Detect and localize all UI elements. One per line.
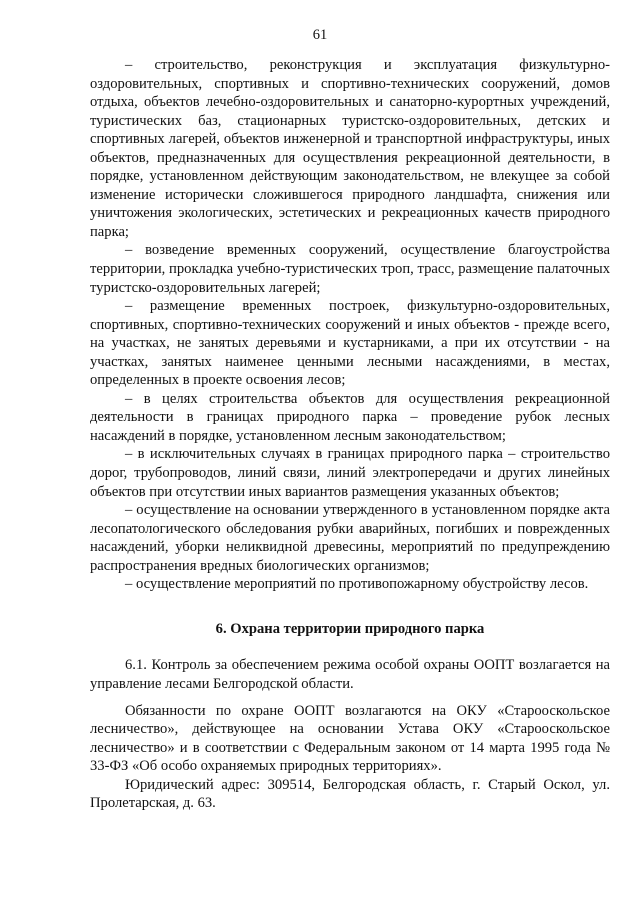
section-heading: 6. Охрана территории природного парка [215, 620, 485, 637]
page-number: 61 [312, 27, 328, 43]
bullet-construction: – строительство, реконструкция и эксплуатация физкультурно-оздоровительных, спортивных и спортивно-технических сооружений, домов отдыха, объектов лечебно-оздоровительных и санаторно-курортных учреждений, туристических баз, стационарных туристско-оздоровительных, детских и спортивных лагерей, объектов инженерной и транспортной инфраструктуры, иных объектов, предназначенных для осуществления рекреационной деятельности, в порядке, установленном действующим законодательством, не влекущее за собой изменение исторически сложившегося природного ландшафта, снижения или уничтожения экологических, эстетических и рекреационных качеств природного парка; [90, 57, 610, 240]
paragraph-duties: Обязанности по охране ООПТ возлагаются на ОКУ «Старооскольское лесничество», действующее на основании Устава ОКУ «Старооскольское лесничество» и в соответствии с Федеральным законом от 14 марта 1995 года № 33-ФЗ «Об особо охраняемых природных территориях». [90, 702, 610, 775]
bullet-logging: – в целях строительства объектов для осуществления рекреационной деятельности в границах природного парка – проведение рубок лесных насаждений в порядке, установленном лесным законодательством; [90, 390, 610, 444]
paragraph-address: Юридический адрес: 309514, Белгородская область, г. Старый Оскол, ул. Пролетарская, д. 63. [90, 776, 610, 812]
bullet-linear-objects: – в исключительных случаях в границах природного парка – строительство дорог, трубопроводов, линий связи, линий электропередачи и других линейных объектов при отсутствии иных вариантов размещения указанных объектов; [90, 446, 610, 500]
document-body [90, 56, 610, 813]
paragraph-control: 6.1. Контроль за обеспечением режима особой охраны ООПТ возлагается на управление лесами Белгородской области. [90, 657, 610, 692]
bullet-fire-prevention: – осуществление мероприятий по противопожарному обустройству лесов. [125, 576, 589, 593]
bullet-temporary-buildings: – размещение временных построек, физкультурно-оздоровительных, спортивных, спортивно-технических сооружений и иных объектов - прежде всего, на участках, не занятых деревьями и кустарниками, а при их отсутствии - на участках, занятых наименее ценными лесными насаждениями, в местах, определенных в проекте освоения лесов; [90, 298, 610, 389]
bullet-sanitary-felling: – осуществление на основании утвержденного в установленном порядке акта лесопатологического обследования рубки аварийных, погибших и поврежденных насаждений, уборки неликвидной древесины, мероприятий по предупреждению распространения вредных биологических организмов; [90, 502, 610, 574]
bullet-temporary-structures: – возведение временных сооружений, осуществление благоустройства территории, прокладка учебно-туристических троп, трасс, размещение палаточных туристско-оздоровительных лагерей; [90, 242, 610, 296]
